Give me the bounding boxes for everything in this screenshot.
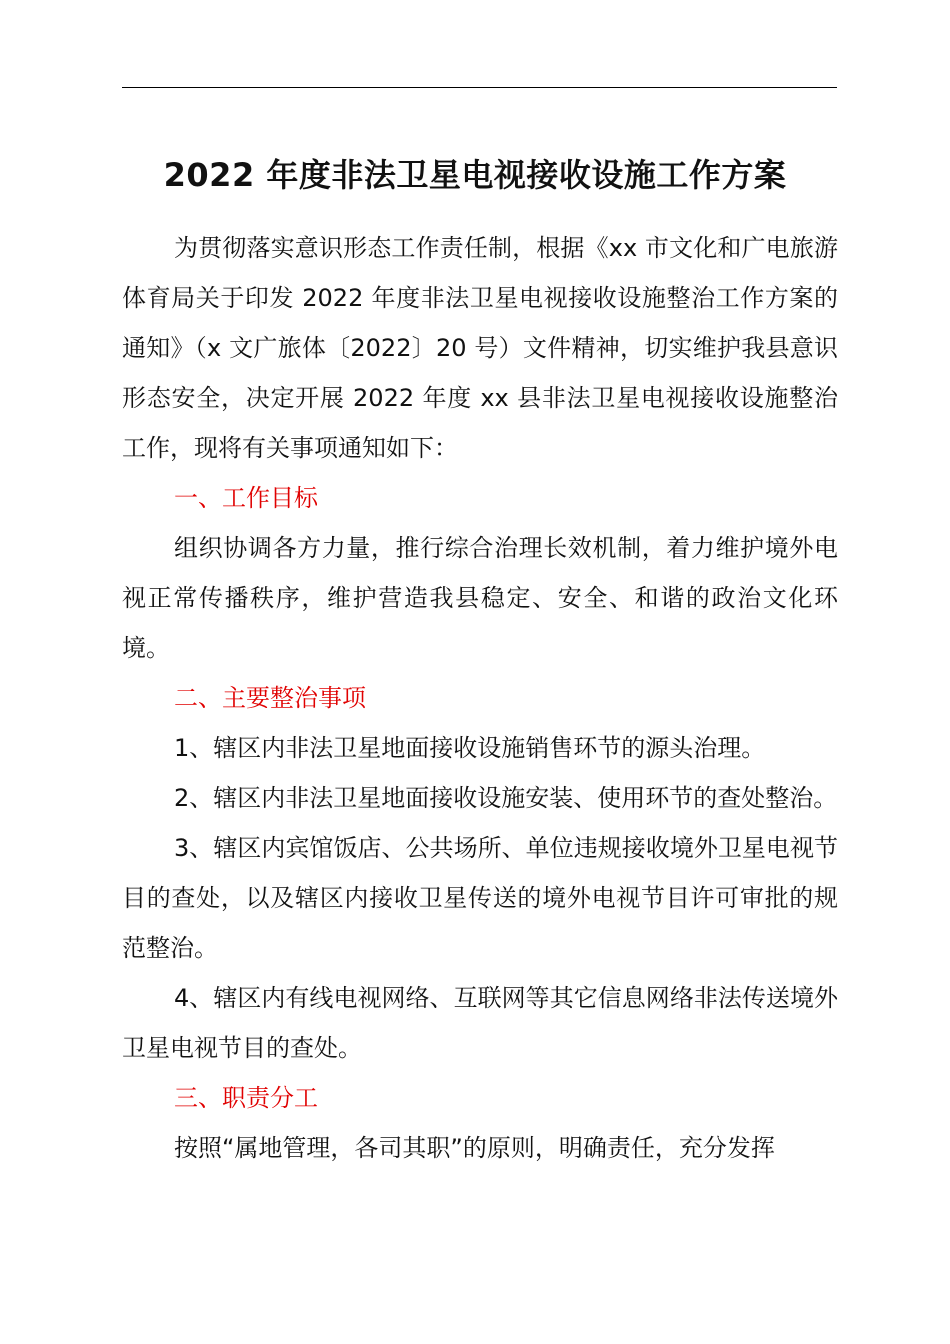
section-heading-goals: 一、工作目标 xyxy=(174,484,318,512)
main-item-4: 4、辖区内有线电视网络、互联网等其它信息网络非法传送境外卫星电视节目的查处。 xyxy=(122,984,838,1062)
goals-paragraph: 组织协调各方力量，推行综合治理长效机制，着力维护境外电视正常传播秩序，维护营造我县稳定、安全、和谐的政治文化环境。 xyxy=(122,534,838,662)
intro-paragraph: 为贯彻落实意识形态工作责任制，根据《xx 市文化和广电旅游体育局关于印发 2022 年度非法卫星电视接收设施整治工作方案的通知》（x 文广旅体〔2022〕20 号）文件精神，切实维护我县意识形态安全，决定开展 2022 年度 xx 县非法卫星电视接收设施整治工作，现将有关事项通知如下： xyxy=(122,234,838,462)
section-heading-responsibilities: 三、职责分工 xyxy=(174,1084,318,1112)
responsibilities-paragraph: 按照“属地管理，各司其职”的原则，明确责任，充分发挥 xyxy=(174,1134,775,1162)
header-rule xyxy=(122,87,837,88)
main-item-1: 1、辖区内非法卫星地面接收设施销售环节的源头治理。 xyxy=(174,734,766,762)
main-item-3: 3、辖区内宾馆饭店、公共场所、单位违规接收境外卫星电视节目的查处，以及辖区内接收卫星传送的境外电视节目许可审批的规范整治。 xyxy=(122,834,838,962)
section-heading-main-items: 二、主要整治事项 xyxy=(174,684,366,712)
main-item-2: 2、辖区内非法卫星地面接收设施安装、使用环节的查处整治。 xyxy=(174,784,838,812)
document-title: 2022 年度非法卫星电视接收设施工作方案 xyxy=(163,156,787,194)
document-body xyxy=(122,223,838,1173)
